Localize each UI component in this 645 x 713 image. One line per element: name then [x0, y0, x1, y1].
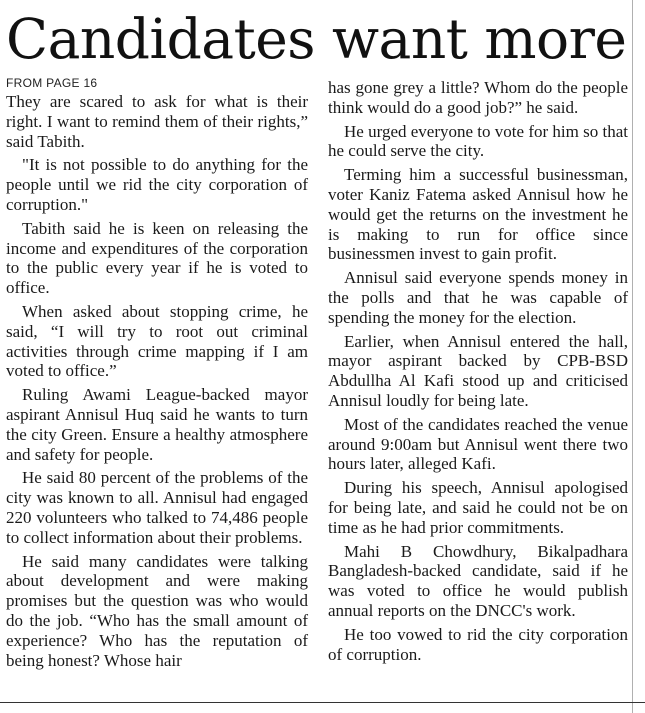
paragraph: He too vowed to rid the city corporation of corruption. [328, 624, 628, 664]
bottom-rule [0, 702, 645, 703]
headline: Candidates want more [6, 7, 627, 71]
paragraph: Mahi B Chowdhury, Bikalpadhara Bangladesh-backed candidate, said if he was voted to office he would publish annual reports on the DNCC's work. [328, 541, 628, 620]
left-column [6, 76, 308, 674]
paragraph: Terming him a successful businessman, voter Kaniz Fatema asked Annisul how he would get the returns on the investment he is making to run for office since businessmen invest to gain profit. [328, 165, 628, 264]
paragraph: Annisul said everyone spends money in the polls and that he was capable of spending the money for the election. [328, 268, 628, 327]
paragraph: He said 80 percent of the problems of the city was known to all. Annisul had engaged 220 volunteers who talked to 74,486 people to collect information about their problems. [6, 468, 308, 547]
paragraph: He said many candidates were talking about development and were making promises but the question was who would do the job. “Who has the small amount of experience? Who has the reputation of being honest? Whose hair [6, 551, 308, 670]
paragraph: Earlier, when Annisul entered the hall, mayor aspirant backed by CPB-BSD Abdullha Al Kafi stood up and criticised Annisul loudly for being late. [328, 331, 628, 410]
paragraph: Most of the candidates reached the venue around 9:00am but Annisul went there two hours later, alleged Kafi. [328, 414, 628, 474]
paragraph: "It is not possible to do anything for the people until we rid the city corporation of corruption." [6, 155, 308, 214]
paragraph: has gone grey a little? Whom do the people think would do a good job?” he said. [328, 78, 628, 117]
paragraph: During his speech, Annisul apologised for being late, and said he could not be on time as he had prior commitments. [328, 478, 628, 537]
paragraph: He urged everyone to vote for him so that he could serve the city. [328, 121, 628, 161]
right-column [328, 78, 628, 668]
paragraph: When asked about stopping crime, he said, “I will try to root out criminal activities through crime mapping if I am voted to office.” [6, 301, 308, 381]
column-rule [632, 0, 633, 713]
paragraph: Ruling Awami League-backed mayor aspirant Annisul Huq said he wants to turn the city Green. Ensure a healthy atmosphere and safety for people. [6, 385, 308, 464]
from-page-label: FROM PAGE 16 [6, 76, 98, 90]
paragraph: They are scared to ask for what is their right. I want to remind them of their rights,” said Tabith. [6, 92, 308, 151]
paragraph: Tabith said he is keen on releasing the income and expenditures of the corporation to the public every year if he is voted to office. [6, 218, 308, 298]
